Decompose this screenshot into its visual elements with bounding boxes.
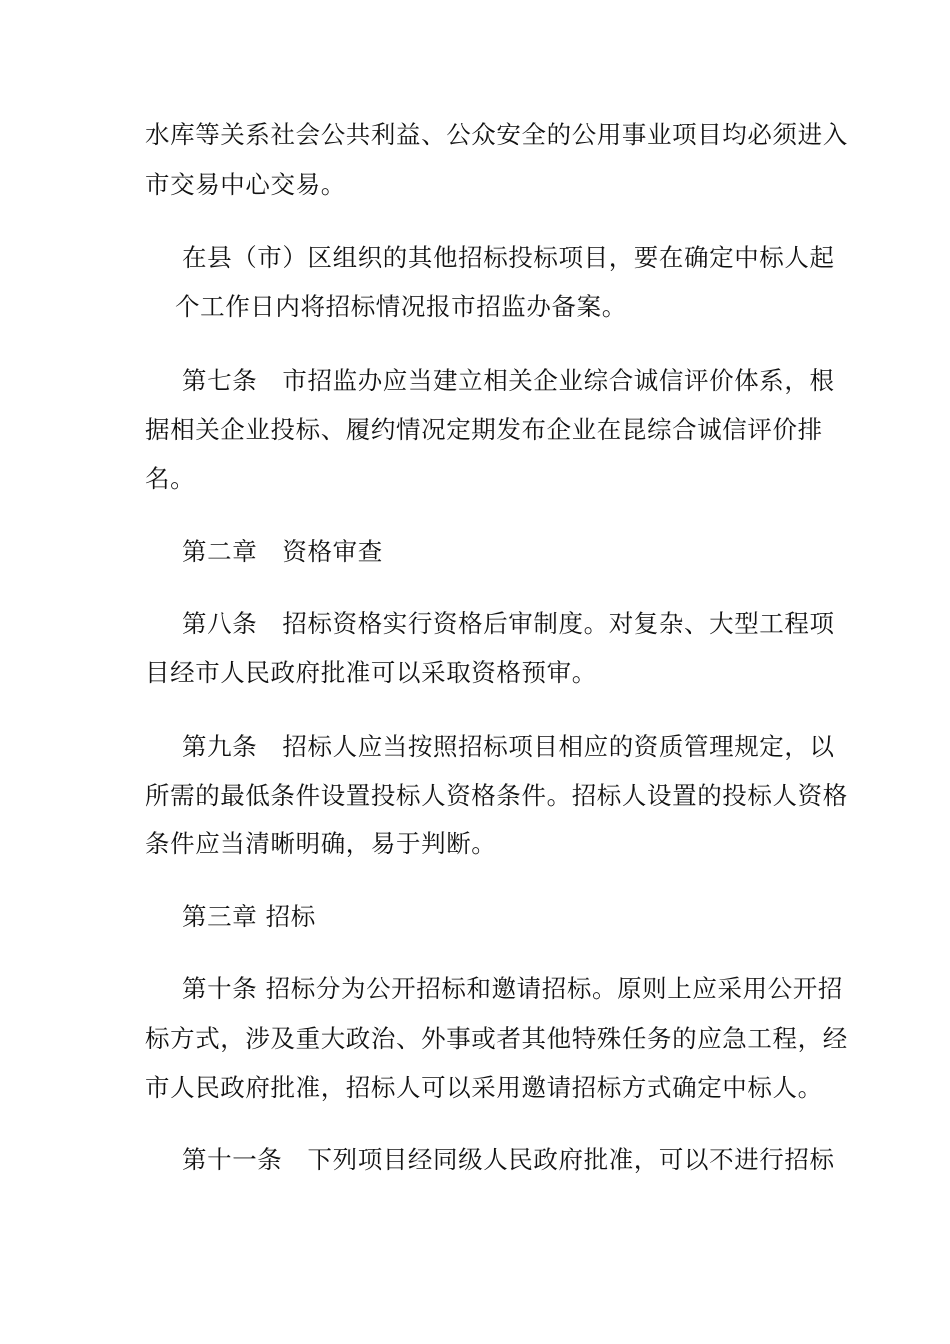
chapter-3-heading: 第三章 招标 (182, 902, 316, 931)
paragraph-line: 市人民政府批准，招标人可以采用邀请招标方式确定中标人。 (145, 1073, 823, 1102)
paragraph-line: 名。 (145, 464, 196, 493)
paragraph-line: 水库等关系社会公共利益、公众安全的公用事业项目均必须进入 (145, 120, 848, 149)
article-10-heading-line: 第十条 招标分为公开招标和邀请招标。原则上应采用公开招 (182, 974, 843, 1003)
paragraph-line: 条件应当清晰明确，易于判断。 (145, 829, 497, 858)
paragraph-line: 在县（市）区组织的其他招标投标项目，要在确定中标人起 (182, 243, 835, 272)
paragraph-line: 市交易中心交易。 (145, 170, 346, 199)
paragraph-line: 目经市人民政府批准可以采取资格预审。 (145, 658, 597, 687)
paragraph-line: 所需的最低条件设置投标人资格条件。招标人设置的投标人资格 (145, 781, 848, 810)
paragraph-line: 个工作日内将招标情况报市招监办备案。 (175, 292, 627, 321)
chapter-2-heading: 第二章 资格审查 (182, 537, 383, 566)
paragraph-line: 标方式，涉及重大政治、外事或者其他特殊任务的应急工程，经 (145, 1024, 848, 1053)
article-11-heading-line: 第十一条 下列项目经同级人民政府批准，可以不进行招标 (182, 1145, 835, 1174)
article-9-heading-line: 第九条 招标人应当按照招标项目相应的资质管理规定，以 (182, 732, 835, 761)
article-7-heading-line: 第七条 市招监办应当建立相关企业综合诚信评价体系，根 (182, 366, 835, 395)
paragraph-line: 据相关企业投标、履约情况定期发布企业在昆综合诚信评价排 (145, 415, 823, 444)
article-8-heading-line: 第八条 招标资格实行资格后审制度。对复杂、大型工程项 (182, 609, 835, 638)
